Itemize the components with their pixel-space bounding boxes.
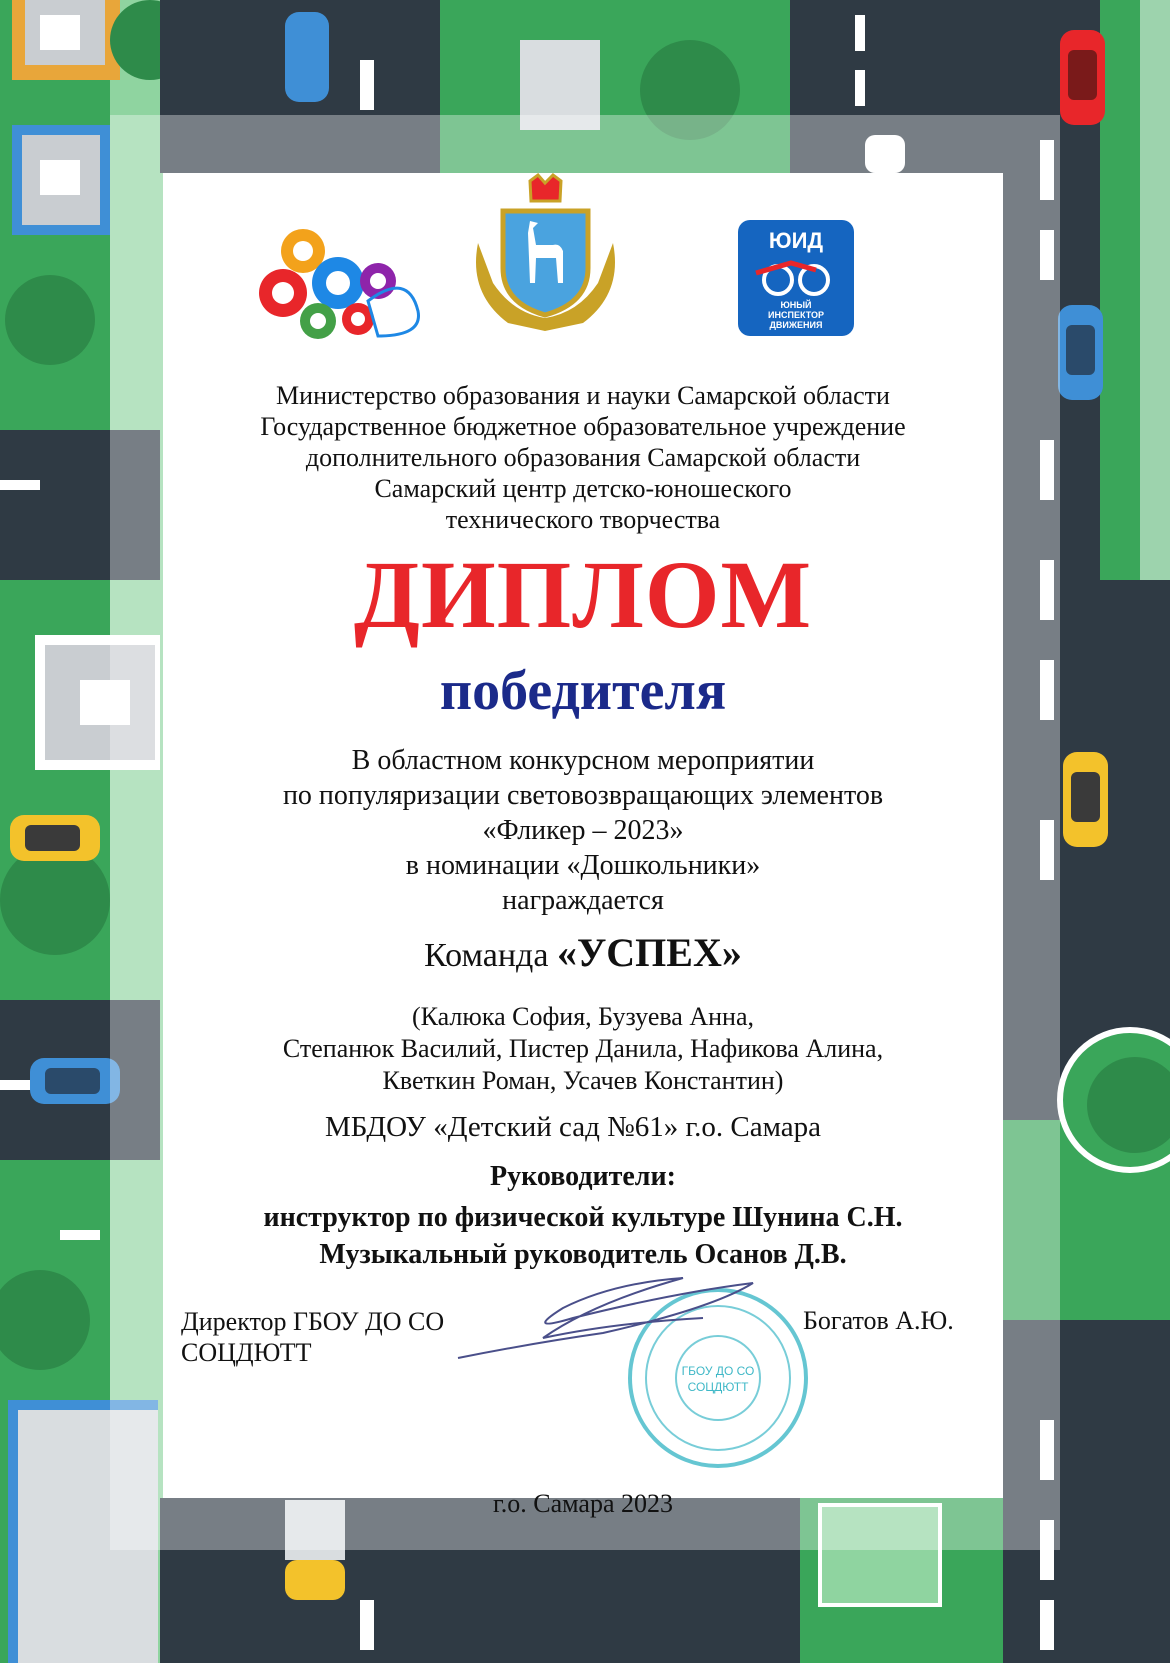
- samara-coat-of-arms-icon: [468, 173, 623, 333]
- institution-line: Самарский центр детско-юношеского: [374, 474, 792, 503]
- award-description: [163, 743, 1003, 918]
- team-members: [163, 1001, 1003, 1097]
- city-year: г.о. Самара 2023: [493, 1489, 673, 1518]
- award-line: В областном конкурсном мероприятии: [351, 745, 815, 776]
- svg-text:ЮНЫЙ: ЮНЫЙ: [780, 300, 812, 310]
- award-line: награждается: [502, 885, 664, 916]
- school-name: МБДОУ «Детский сад №61» г.о. Самара: [324, 1111, 821, 1143]
- institution-line: Государственное бюджетное образовательное учреждение: [260, 412, 906, 441]
- leader-line: Музыкальный руководитель Осанов Д.В.: [319, 1239, 847, 1270]
- director-title: [181, 1306, 444, 1368]
- gears-logo-icon: [258, 221, 428, 341]
- director-line: СОЦДЮТТ: [181, 1338, 312, 1367]
- institution-line: технического творчества: [445, 505, 721, 534]
- members-line: Кветкин Роман, Усачев Константин): [382, 1066, 784, 1095]
- svg-text:СОЦДЮТТ: СОЦДЮТТ: [687, 1380, 749, 1394]
- leader-line: инструктор по физической культуре Шунина С.Н.: [263, 1202, 903, 1233]
- institution-line: дополнительного образования Самарской области: [305, 443, 861, 472]
- team-prefix: Команда: [424, 937, 549, 974]
- svg-text:ГБОУ ДО СО: ГБОУ ДО СО: [681, 1364, 755, 1378]
- director-line: Директор ГБОУ ДО СО: [181, 1307, 445, 1336]
- institution-line: Министерство образования и науки Самарской области: [276, 381, 890, 410]
- diploma-subtitle: победителя: [439, 660, 727, 722]
- award-line: в номинации «Дошкольники»: [405, 850, 761, 881]
- svg-text:ИНСПЕКТОР: ИНСПЕКТОР: [768, 310, 824, 320]
- diploma-title: ДИПЛОМ: [353, 541, 813, 648]
- award-line: по популяризации световозвращающих элементов: [282, 780, 884, 811]
- team-line: [163, 930, 1003, 976]
- director-name: Богатов А.Ю.: [803, 1306, 954, 1335]
- director-signature-icon: [453, 1263, 773, 1373]
- members-line: (Калюка София, Бузуева Анна,: [412, 1002, 754, 1031]
- leaders-title: Руководители:: [490, 1161, 676, 1192]
- leaders-list: [163, 1199, 1003, 1273]
- svg-text:ДВИЖЕНИЯ: ДВИЖЕНИЯ: [769, 320, 823, 330]
- award-line: «Фликер – 2023»: [482, 815, 684, 846]
- yuid-logo-icon: [736, 218, 856, 338]
- diploma-sheet: [163, 173, 1003, 1518]
- members-line: Степанюк Василий, Пистер Данила, Нафикова Алина,: [282, 1034, 884, 1063]
- svg-text:ЮИД: ЮИД: [768, 228, 824, 253]
- team-name: «УСПЕХ»: [556, 930, 742, 975]
- institution-header: [163, 380, 1003, 535]
